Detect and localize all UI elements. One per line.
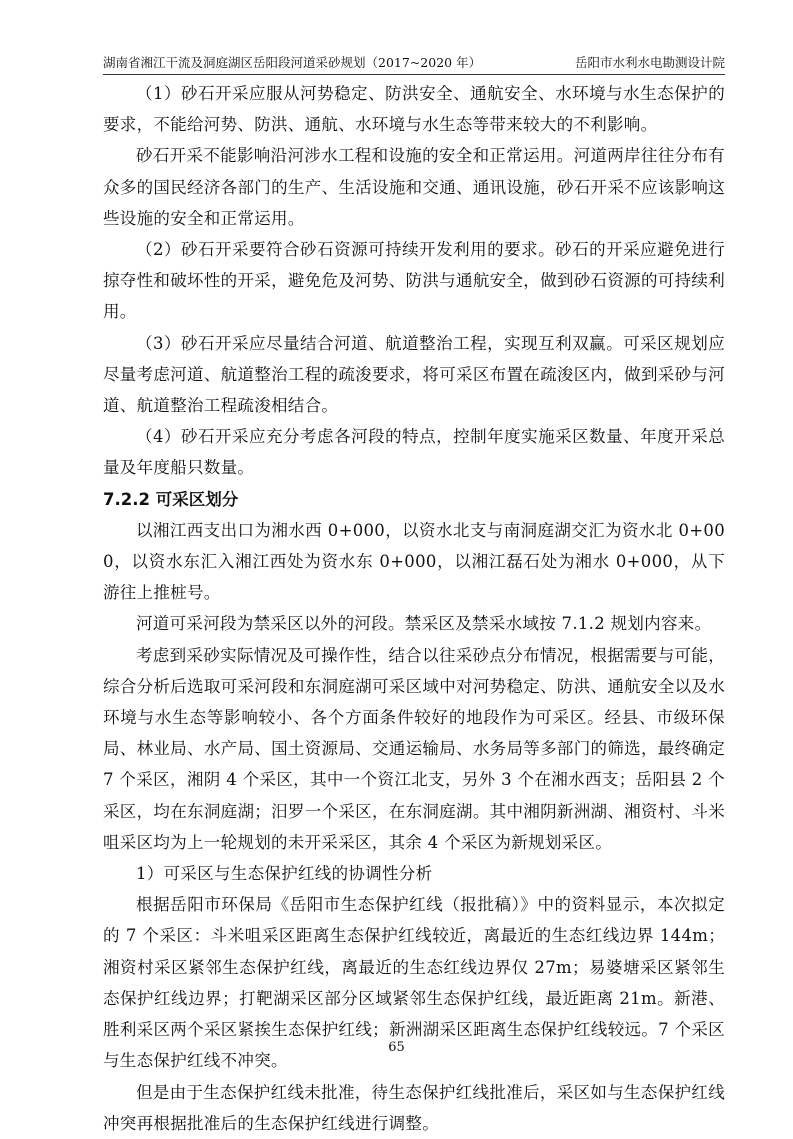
page-header bbox=[103, 52, 725, 75]
paragraph-chainage: 以湘江西支出口为湘水西 0+000，以资水北支与南洞庭湖交汇为资水北 0+000，以资水东汇入湘江西处为资水东 0+000，以湘江磊石处为湘水 0+000，从下游往上推桩号。 bbox=[103, 520, 725, 603]
paragraph-zone-selection: 考虑到采砂实际情况及可操作性，结合以往采砂点分布情况，根据需要与可能，综合分析后选取可采河段和东洞庭湖可采区域中对河势稳定、防洪、通航安全以及水环境与水生态等影响较小、各个方面条件较好的地段作为可采区。经县、市级环保局、林业局、水产局、国土资源局、交通运输局、水务局等多部门的筛选，最终确定 7 个采区，湘阴 4 个采区，其中一个资江北支，另外 3 个在湘水西支；岳阳县 2 个采区，均在东洞庭湖；汨罗一个采区，在东洞庭湖。其中湘阴新洲湖、湘资村、斗米咀采区均为上一轮规划的未开采采区，其余 4 个采区为新规划采区。 bbox=[103, 645, 725, 852]
paragraph-requirement-3: （3）砂石开采应尽量结合河道、航道整治工程，实现互利双赢。可采区规划应尽量考虑河道、航道整治工程的疏浚要求，将可采区布置在疏浚区内，做到采砂与河道、航道整治工程疏浚相结合。 bbox=[103, 333, 725, 416]
header-organization: 岳阳市水利水电勘测设计院 bbox=[574, 55, 725, 70]
paragraph-requirement-1: （1）砂石开采应服从河势稳定、防洪安全、通航安全、水环境与水生态保护的要求，不能给河势、防洪、通航、水环境与水生态等带来较大的不利影响。 bbox=[103, 84, 725, 135]
paragraph-requirement-4: （4）砂石开采应充分考虑各河段的特点，控制年度实施采区数量、年度开采总量及年度船只数量。 bbox=[103, 427, 725, 478]
page-number: 65 bbox=[388, 1040, 405, 1055]
paragraph-redline-adjustment: 但是由于生态保护红线未批准，待生态保护红线批准后，采区如与生态保护红线冲突再根据批准后的生态保护红线进行调整。 bbox=[103, 1082, 725, 1133]
paragraph-requirement-2: （2）砂石开采要符合砂石资源可持续开发利用的要求。砂石的开采应避免进行掠夺性和破坏性的开采，避免危及河势、防洪与通航安全，做到砂石资源的可持续利用。 bbox=[103, 240, 725, 322]
section-heading: 7.2.2 可采区划分 bbox=[103, 489, 239, 509]
paragraph-mining-reaches: 河道可采河段为禁采区以外的河段。禁采区及禁采水域按 7.1.2 规划内容来。 bbox=[136, 614, 712, 634]
header-document-title: 湖南省湘江干流及洞庭湖区岳阳段河道采砂规划（2017~2020 年） bbox=[103, 55, 482, 70]
paragraph-redline-distances: 根据岳阳市环保局《岳阳市生态保护红线（报批稿）》中的资料显示，本次拟定的 7 个采区：斗米咀采区距离生态保护红线较近，离最近的生态红线边界 144m；湘资村采区紧邻生态保护红线，离最近的生态红线边界仅 27m；易婆塘采区紧邻生态保护红线边界；打靶湖采区部分区域紧邻生态保护红线，最近距离 21m。新港、胜利采区两个采区紧挨生态保护红线；新洲湖采区距离生态保护红线较远。7 个采区与生态保护红线不冲突。 bbox=[103, 895, 725, 1071]
subheading-redline-analysis: 1）可采区与生态保护红线的协调性分析 bbox=[136, 864, 433, 884]
document-body bbox=[103, 78, 725, 1139]
paragraph-facilities-safety: 砂石开采不能影响沿河涉水工程和设施的安全和正常运用。河道两岸往往分布有众多的国民经济各部门的生产、生活设施和交通、通讯设施，砂石开采不应该影响这些设施的安全和正常运用。 bbox=[103, 146, 725, 228]
